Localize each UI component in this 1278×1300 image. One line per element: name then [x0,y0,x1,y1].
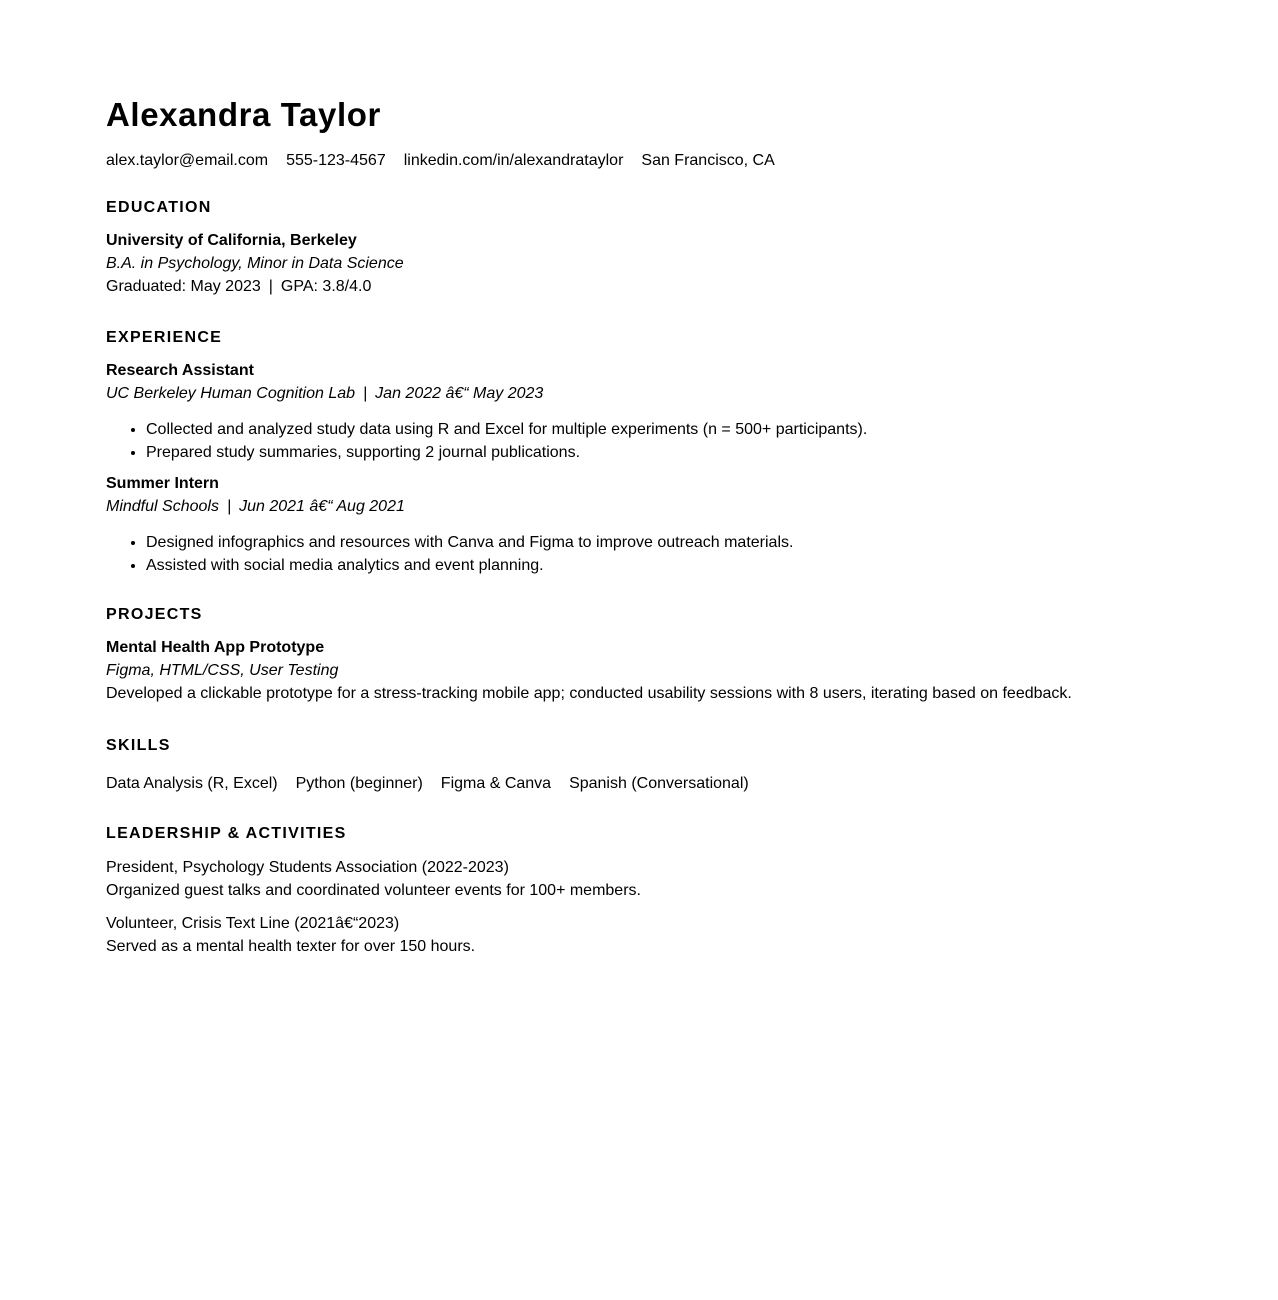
skill-item: Spanish (Conversational) [569,775,749,792]
bullet-item: • Designed infographics and resources with Canva and Figma to improve outreach materials. [146,532,1172,554]
leadership-description: Served as a mental health texter for over 150 hours. [106,938,476,955]
experience-section [106,328,1172,577]
section-title-experience: EXPERIENCE [106,329,223,346]
job-dates: Jan 2022 â€“ May 2023 [375,385,544,402]
job-dates: Jun 2021 â€“ Aug 2021 [239,498,405,515]
job-entry [106,360,1172,464]
leadership-role: Volunteer, Crisis Text Line (2021â€“2023) [106,915,400,932]
contact-linkedin: linkedin.com/in/alexandrataylor [403,152,624,169]
projects-section [106,605,1172,705]
education-section [106,198,1172,298]
job-bullets [106,532,1172,577]
gpa: GPA: 3.8/4.0 [280,278,372,295]
job-org-dates [106,382,1172,405]
skills-section [106,736,1172,795]
section-title-education: EDUCATION [106,199,212,216]
section-title-leadership: LEADERSHIP & ACTIVITIES [106,825,347,842]
bullet-item: • Assisted with social media analytics and event planning. [146,555,1172,577]
candidate-name: Alexandra Taylor [106,96,381,133]
project-entry [106,637,1172,705]
leadership-description: Organized guest talks and coordinated volunteer events for 100+ members. [106,882,641,899]
skills-list [106,772,1172,795]
job-role: Summer Intern [106,475,219,492]
job-org-dates [106,495,1172,518]
leadership-role: President, Psychology Students Association (2022-2023) [106,859,509,876]
leadership-entry [106,912,1172,958]
skill-item: Data Analysis (R, Excel) [106,775,278,792]
project-description: Developed a clickable prototype for a stress-tracking mobile app; conducted usability sessions with 8 users, iterating based on feedback. [106,685,1072,702]
separator: | [226,498,232,515]
contact-email: alex.taylor@email.com [106,152,269,169]
leadership-section [106,824,1172,958]
contact-phone: 555-123-4567 [286,152,386,169]
separator: | [268,278,273,295]
degree: B.A. in Psychology, Minor in Data Science [106,255,404,272]
bullet-item: • Prepared study summaries, supporting 2 journal publications. [146,442,1172,464]
job-entry [106,473,1172,577]
graduated-date: Graduated: May 2023 [106,278,261,295]
school-name: University of California, Berkeley [106,232,357,249]
job-org: Mindful Schools [106,498,219,515]
job-role: Research Assistant [106,362,254,379]
section-title-skills: SKILLS [106,737,171,754]
project-tools: Figma, HTML/CSS, User Testing [106,662,339,679]
bullet-item: • Collected and analyzed study data using R and Excel for multiple experiments (n = 500+ participants). [146,419,1172,441]
job-org: UC Berkeley Human Cognition Lab [106,385,356,402]
skill-item: Figma & Canva [440,775,552,792]
leadership-entry [106,856,1172,902]
skill-item: Python (beginner) [295,775,423,792]
graduation-gpa [106,275,1172,298]
section-title-projects: PROJECTS [106,606,203,623]
project-name: Mental Health App Prototype [106,639,325,656]
job-bullets [106,419,1172,464]
contact-location: San Francisco, CA [641,152,775,169]
separator: | [363,385,368,402]
contact-line [106,151,1172,171]
